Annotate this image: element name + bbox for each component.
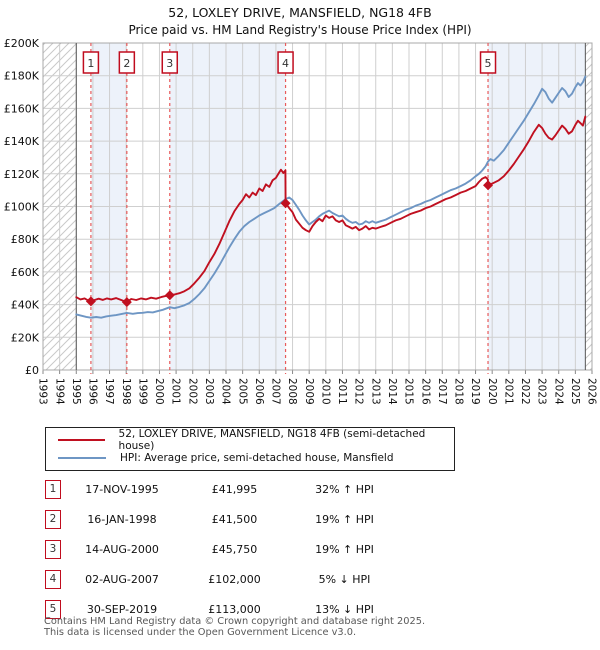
svg-text:1999: 1999 — [136, 378, 149, 405]
sale-price: £113,000 — [208, 602, 261, 616]
svg-text:2004: 2004 — [219, 378, 232, 405]
svg-text:2006: 2006 — [252, 378, 265, 405]
sale-number-badge: 4 — [45, 570, 61, 589]
svg-text:2025: 2025 — [569, 378, 582, 405]
svg-text:2003: 2003 — [203, 378, 216, 405]
license-note — [44, 617, 564, 638]
svg-text:5: 5 — [484, 57, 492, 70]
sale-hpi-delta: 32% ↑ HPI — [315, 482, 374, 496]
sale-date: 16-JAN-1998 — [87, 512, 157, 526]
sale-date: 14-AUG-2000 — [85, 542, 159, 556]
sale-date: 17-NOV-1995 — [85, 482, 159, 496]
svg-text:2: 2 — [123, 57, 131, 70]
sale-price: £45,750 — [211, 542, 258, 556]
svg-text:£100K: £100K — [3, 200, 39, 214]
sale-hpi-delta: 13% ↓ HPI — [315, 602, 374, 616]
svg-text:2009: 2009 — [302, 378, 315, 405]
svg-text:2000: 2000 — [153, 378, 166, 405]
svg-text:£80K: £80K — [10, 233, 39, 247]
svg-text:£180K: £180K — [3, 69, 39, 83]
svg-text:2026: 2026 — [585, 378, 598, 405]
sale-number-badge: 5 — [45, 600, 61, 619]
sale-hpi-delta: 5% ↓ HPI — [318, 572, 371, 586]
svg-text:£160K: £160K — [3, 102, 39, 116]
svg-text:2012: 2012 — [352, 378, 365, 405]
svg-text:£200K: £200K — [3, 37, 39, 50]
sale-number-badge: 1 — [45, 480, 61, 499]
legend-item-hpi — [46, 451, 454, 466]
svg-text:£60K: £60K — [10, 265, 39, 279]
sale-date: 30-SEP-2019 — [86, 602, 158, 616]
sale-date: 02-AUG-2007 — [85, 572, 159, 586]
legend-item-property — [46, 428, 454, 452]
svg-text:1993: 1993 — [36, 378, 49, 405]
svg-text:2015: 2015 — [402, 378, 415, 405]
page-subtitle: Price paid vs. HM Land Registry's House Price Index (HPI) — [128, 23, 472, 37]
svg-text:1996: 1996 — [86, 378, 99, 405]
sale-number-badge: 3 — [45, 540, 61, 559]
svg-text:1997: 1997 — [103, 378, 116, 405]
page-title: 52, LOXLEY DRIVE, MANSFIELD, NG18 4FB — [168, 5, 432, 20]
svg-text:£40K: £40K — [10, 298, 39, 312]
legend-label-hpi: HPI: Average price, semi-detached house, Mansfield — [120, 452, 394, 464]
svg-text:2002: 2002 — [186, 378, 199, 405]
svg-text:2020: 2020 — [485, 378, 498, 405]
svg-text:2010: 2010 — [319, 378, 332, 405]
svg-text:1994: 1994 — [53, 378, 66, 405]
svg-text:2013: 2013 — [369, 378, 382, 405]
svg-text:2016: 2016 — [419, 378, 432, 405]
svg-text:2018: 2018 — [452, 378, 465, 405]
sale-price: £41,995 — [211, 482, 258, 496]
license-line-1: Contains HM Land Registry data © Crown copyright and database right 2025. — [44, 616, 426, 627]
svg-text:£20K: £20K — [10, 331, 39, 345]
svg-text:2007: 2007 — [269, 378, 282, 405]
svg-text:3: 3 — [166, 57, 174, 70]
sale-hpi-delta: 19% ↑ HPI — [315, 512, 374, 526]
svg-text:2023: 2023 — [535, 378, 548, 405]
table-row — [45, 504, 465, 534]
svg-text:2024: 2024 — [552, 378, 565, 405]
svg-text:2014: 2014 — [386, 378, 399, 405]
svg-text:4: 4 — [282, 57, 290, 70]
svg-text:2008: 2008 — [286, 378, 299, 405]
svg-text:£120K: £120K — [3, 167, 39, 181]
svg-text:£140K: £140K — [3, 135, 39, 149]
svg-text:2001: 2001 — [169, 378, 182, 405]
svg-text:2005: 2005 — [236, 378, 249, 405]
license-line-2: This data is licensed under the Open Government Licence v3.0. — [44, 626, 357, 638]
table-row — [45, 564, 465, 594]
svg-text:1998: 1998 — [119, 378, 132, 405]
svg-text:2022: 2022 — [519, 378, 532, 405]
svg-text:2011: 2011 — [336, 378, 349, 405]
sales-table — [45, 474, 465, 624]
svg-text:2017: 2017 — [435, 378, 448, 405]
hpi-line-swatch — [58, 457, 106, 459]
sale-number-badge: 2 — [45, 510, 61, 529]
svg-text:2019: 2019 — [469, 378, 482, 405]
svg-text:1995: 1995 — [69, 378, 82, 405]
sale-price: £41,500 — [211, 512, 258, 526]
legend-label-property: 52, LOXLEY DRIVE, MANSFIELD, NG18 4FB (semi-detached house) — [118, 428, 426, 452]
legend — [45, 427, 455, 471]
svg-text:2021: 2021 — [502, 378, 515, 405]
property-line-swatch — [58, 439, 105, 441]
table-row — [45, 534, 465, 564]
svg-text:1: 1 — [87, 57, 95, 70]
sale-price: £102,000 — [208, 572, 261, 586]
sale-hpi-delta: 19% ↑ HPI — [315, 542, 374, 556]
svg-text:£0: £0 — [25, 364, 39, 377]
table-row — [45, 474, 465, 504]
